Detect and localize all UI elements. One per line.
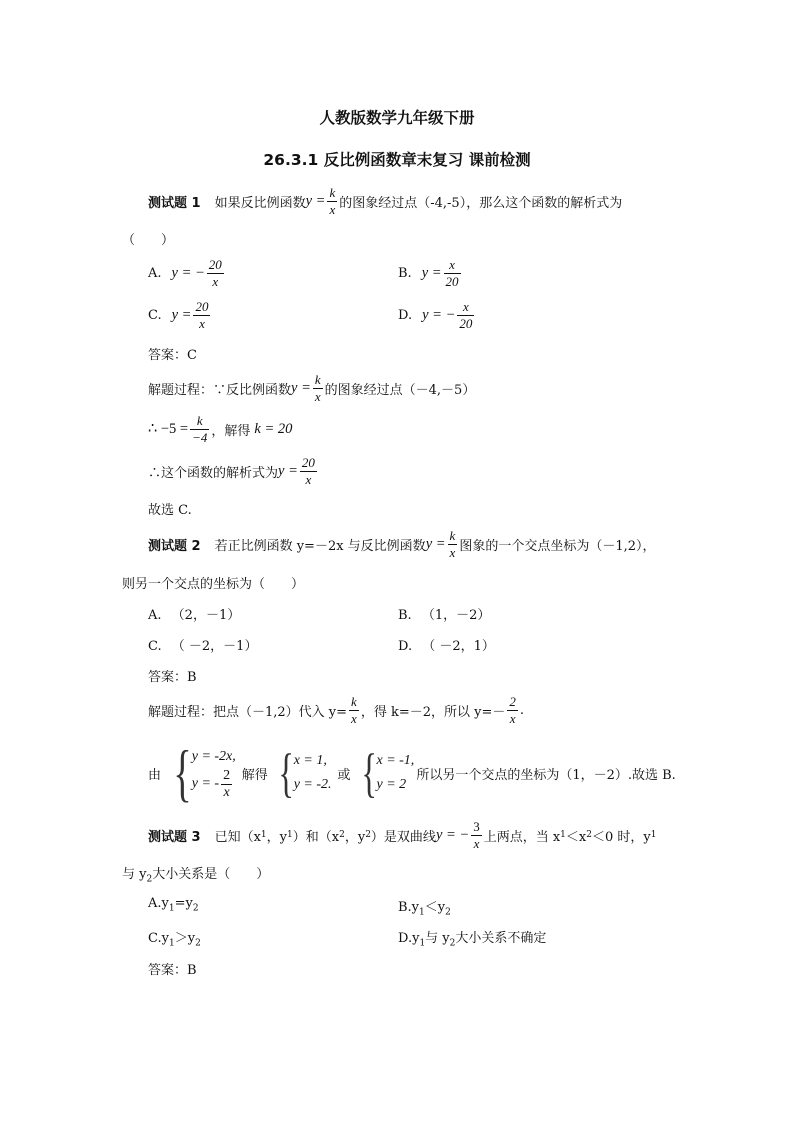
q1-sol-den: x: [314, 388, 321, 404]
q2-sol-frac: [349, 694, 359, 727]
q3-stem: [148, 815, 656, 855]
q2-option-a: [148, 604, 240, 623]
q1-opt-letter: C.: [148, 307, 162, 323]
subscript: 1: [168, 938, 175, 949]
q1-step2-a: ∴ −5 =: [148, 420, 189, 437]
q1-stem-b: 的图象经过点（-4,-5），那么这个函数的解析式为: [339, 195, 623, 211]
q2-sys-l1: y = -2x,: [191, 748, 236, 764]
left-brace-icon: {: [278, 743, 294, 803]
q3-option-d: [398, 927, 546, 949]
q3-fraction: [471, 819, 482, 852]
q2-sol-c: .: [519, 702, 525, 718]
q2-stem-c: 则另一个交点的坐标为（ ）: [122, 577, 305, 592]
q2-stem: [148, 524, 656, 564]
q2-opt-letter: C.: [148, 639, 162, 654]
q2-stem-a: 若正比例函数 y=－2x 与反比例函数: [214, 538, 426, 554]
q1-solution-line2: [148, 409, 292, 449]
subscript: 2: [339, 830, 345, 840]
q1-opt-den: 20: [459, 315, 473, 331]
q3-answer: 答案：B: [148, 963, 197, 978]
q2-func-y: y =: [425, 535, 446, 552]
q3-opt-text: C.y: [148, 931, 169, 946]
q2-frac-den: x: [449, 544, 456, 560]
q1-step2-den: −4: [192, 429, 208, 445]
q3-stem-d: ，y: [344, 829, 366, 845]
q3-opt-text: ＜y: [424, 900, 446, 915]
q1-stem-a: 如果反比例函数: [214, 195, 306, 211]
q1-opt-letter: B.: [398, 265, 412, 281]
q1-opt-eq: y =: [421, 264, 442, 281]
subscript: 2: [586, 830, 592, 840]
q2-opt-text: （2，－1）: [171, 608, 241, 623]
q3-opt-text: =y: [174, 896, 193, 911]
q2-sys-tail: 所以另一个交点的坐标为（1，－2）.故选 B.: [416, 767, 676, 783]
q2-answer: 答案：B: [148, 670, 197, 685]
q3-opt-text: 与 y: [425, 931, 450, 946]
q3-stem-a: 已知（x: [214, 829, 261, 845]
q2-s2-l1: x = -1,: [376, 753, 415, 768]
q1-solution-line3: [148, 451, 319, 491]
q1-option-b: [398, 254, 463, 292]
q2-s2-l2: y = 2: [376, 777, 407, 792]
subscript: 1: [419, 938, 426, 949]
q3-frac-num: 3: [473, 818, 480, 834]
q2-option-b: [398, 604, 490, 623]
subscript: 1: [560, 830, 566, 840]
q2-opt-text: （1，－2）: [421, 608, 491, 623]
q1-opt-eq: y = −: [171, 264, 205, 281]
q2-sys-frac: [221, 768, 232, 801]
q3-frac-den: x: [473, 835, 480, 851]
q1-step2-num: k: [190, 413, 209, 430]
q2-s1-l2: y = -2.: [293, 777, 332, 792]
q2-sol-num: k: [351, 693, 357, 709]
q3-stem-c: ）和（x: [292, 829, 340, 845]
q3-opt-text: D.y: [398, 931, 420, 946]
q2-fraction: [448, 528, 458, 561]
q3-label: 测试题 3: [148, 829, 201, 845]
q1-stem: [148, 181, 622, 221]
subscript: 1: [168, 903, 175, 914]
q1-answer: 答案：C: [148, 348, 197, 363]
q1-step2-frac: [190, 413, 209, 446]
q1-step3-a: ∴这个函数的解析式为: [148, 465, 279, 481]
q3-opt-text: ＞y: [174, 931, 196, 946]
q1-step3-num: 20: [301, 454, 315, 470]
q1-opt-letter: A.: [148, 265, 162, 281]
q1-sol-num: k: [314, 371, 321, 387]
q2-sys-l2-a: y = -: [191, 776, 220, 791]
q2-opt-letter: D.: [398, 639, 413, 654]
subscript: 2: [365, 830, 371, 840]
subscript: 1: [287, 830, 293, 840]
q1-sol-label: 解题过程：∵反比例函数: [148, 382, 292, 398]
q1-opt-frac: [193, 299, 210, 332]
q3-option-b: [398, 896, 451, 918]
q1-func-y: y =: [305, 192, 326, 209]
q3-line2-b: 大小关系是（ ）: [152, 867, 270, 882]
q1-option-d: [398, 296, 476, 334]
q1-step3-frac: [300, 455, 317, 488]
subscript: 1: [419, 907, 425, 918]
q1-sol-tail: 的图象经过点（－4,－5）: [324, 382, 476, 398]
q2-solution-2: [376, 749, 414, 797]
q3-opt-text: A.y: [148, 896, 169, 911]
q1-step3-eq: y =: [278, 462, 298, 479]
q1-opt-frac: [207, 257, 224, 290]
q1-paren: （ ）: [122, 233, 175, 248]
q2-sys-den: x: [223, 784, 230, 800]
q2-sys-or: 或: [337, 767, 351, 783]
q2-system-line: [148, 737, 676, 808]
q3-stem-f: 上两点，当 x: [483, 829, 561, 845]
q1-opt-num: x: [444, 257, 461, 274]
q2-sol-b: ，得 k=－2，所以 y=－: [360, 704, 506, 720]
subscript: 2: [449, 938, 456, 949]
q2-opt-letter: A.: [148, 608, 162, 623]
q3-line2-a: 与 y: [122, 867, 147, 882]
q1-step2-c: k = 20: [254, 420, 293, 437]
q2-sol-den: x: [351, 710, 357, 726]
q1-opt-den: x: [212, 273, 219, 289]
q1-label: 测试题 1: [148, 195, 201, 211]
q2-option-d: [398, 635, 495, 654]
page-subtitle: 26.3.1 反比例函数章末复习 课前检测: [263, 151, 531, 169]
subscript: 2: [192, 903, 199, 914]
q2-sys-l2: [192, 768, 236, 801]
q2-option-c: [148, 635, 257, 654]
q1-sol-eq: y =: [291, 379, 311, 396]
q1-opt-den: 20: [445, 273, 459, 289]
q2-opt-text: （ －2，－1）: [171, 639, 258, 654]
q1-sol-frac: [313, 372, 323, 405]
q3-stem-e: ）是双曲线: [370, 829, 436, 845]
q1-step3-den: x: [305, 471, 312, 487]
subscript: 2: [146, 874, 153, 885]
q2-sys-solve: 解得: [241, 767, 268, 783]
q3-option-a: [148, 896, 199, 914]
q2-sol-den2: x: [509, 710, 516, 726]
q3-stem-h: ＜0 时，y: [591, 829, 651, 845]
q1-opt-num: x: [457, 299, 474, 316]
q1-frac-num: k: [329, 184, 336, 200]
left-brace-icon: {: [173, 737, 192, 808]
q1-opt-num: 20: [195, 298, 209, 314]
q3-stem-b: ，y: [266, 829, 288, 845]
q1-opt-frac: [444, 257, 461, 290]
q2-sys-num: 2: [223, 767, 231, 783]
q3-opt-text: 大小关系不确定: [455, 931, 547, 946]
subscript: 1: [650, 830, 657, 840]
left-brace-icon: {: [360, 743, 377, 803]
q1-opt-letter: D.: [398, 307, 413, 323]
page-title: 人教版数学九年级下册: [319, 109, 475, 127]
q2-sol-a: 解题过程：把点（－1,2）代入 y=: [148, 704, 348, 720]
q1-option-c: [148, 296, 212, 334]
q3-func-y: y = −: [435, 826, 470, 843]
q1-option-a: [148, 254, 226, 292]
q1-opt-eq: y = −: [422, 306, 456, 323]
q2-stem-b: 图象的一个交点坐标为（－1,2），: [459, 538, 656, 554]
q2-frac-num: k: [449, 527, 456, 543]
q1-opt-num: 20: [208, 256, 222, 272]
subscript: 2: [445, 907, 451, 918]
q2-solution-1: [294, 749, 332, 797]
q1-solution-line1: [148, 368, 475, 408]
q2-sol-frac2: [507, 694, 518, 727]
q2-label: 测试题 2: [148, 538, 201, 554]
subscript: 2: [195, 938, 201, 949]
q2-opt-letter: B.: [398, 608, 412, 623]
q1-opt-frac: [457, 299, 474, 332]
q3-opt-text: B.y: [398, 900, 420, 915]
q3-stem-line2: [122, 863, 269, 885]
subscript: 1: [260, 830, 267, 840]
q2-s1-l1: x = 1,: [293, 753, 327, 768]
q3-stem-g: ＜x: [565, 829, 587, 845]
q2-sys-you: 由: [148, 767, 162, 783]
q2-solution-line1: [148, 690, 524, 730]
q2-system: [192, 746, 236, 801]
q2-sol-num2: 2: [509, 693, 516, 709]
q3-option-c: [148, 927, 201, 949]
q1-opt-eq: y =: [171, 306, 192, 323]
q1-opt-den: x: [199, 315, 205, 331]
q1-step2-b: ，解得: [211, 423, 251, 439]
q1-conclusion: 故选 C.: [148, 503, 192, 518]
q1-fraction: [327, 185, 337, 218]
q2-opt-text: （ －2，1）: [422, 639, 495, 654]
q1-frac-den: x: [329, 201, 336, 217]
